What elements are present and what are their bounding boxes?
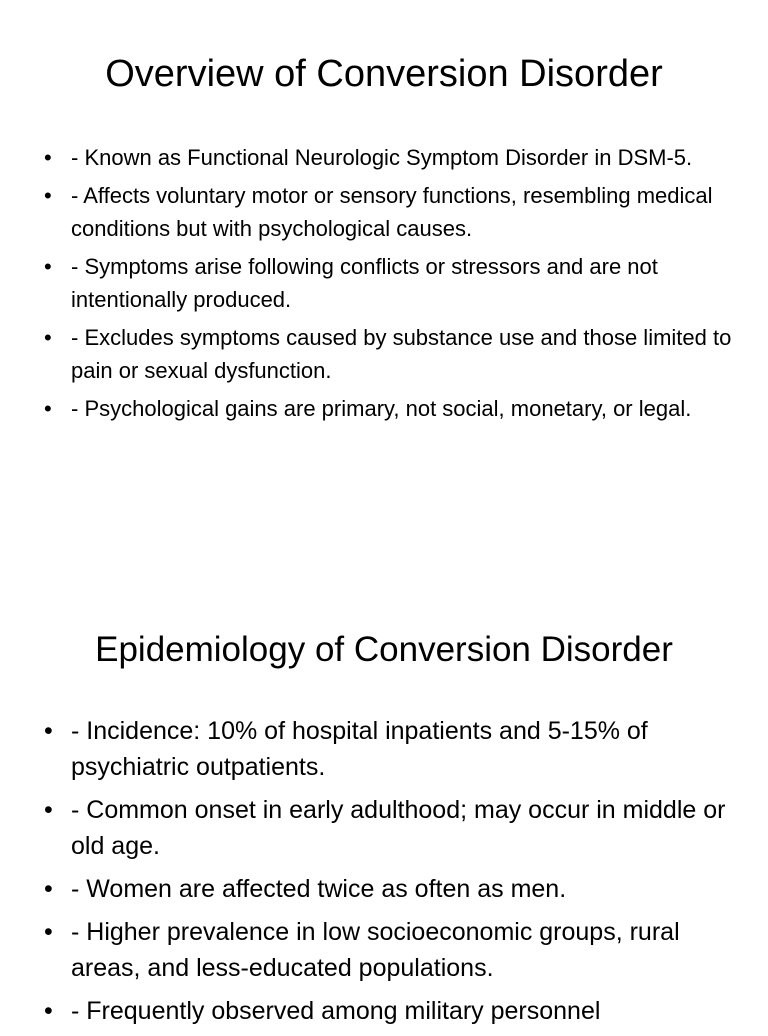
bullet-icon: • — [44, 183, 52, 208]
list-item — [44, 392, 744, 425]
list-item — [44, 792, 744, 864]
list-item — [44, 141, 744, 174]
bullet-icon: • — [44, 325, 52, 350]
list-item — [44, 179, 744, 245]
bullet-text: - Symptoms arise following conflicts or stressors and are not intentionally produced. — [71, 254, 658, 312]
bullet-icon: • — [44, 875, 53, 903]
bullet-icon: • — [44, 997, 53, 1025]
slide-title: Overview of Conversion Disorder — [105, 53, 663, 95]
bullet-text: - Excludes symptoms caused by substance use and those limited to pain or sexual dysfunction. — [71, 325, 732, 383]
bullet-text: - Known as Functional Neurologic Symptom Disorder in DSM-5. — [71, 145, 693, 170]
bullet-text: - Incidence: 10% of hospital inpatients and 5-15% of psychiatric outpatients. — [71, 717, 648, 781]
bullet-text: - Affects voluntary motor or sensory functions, resembling medical conditions but with psychological causes. — [71, 183, 713, 241]
bullet-icon: • — [44, 254, 52, 279]
list-item — [44, 914, 744, 986]
bullet-text: - Frequently observed among military personnel — [71, 997, 601, 1025]
bullet-list — [44, 713, 744, 1036]
bullet-icon: • — [44, 796, 53, 824]
bullet-text: - Psychological gains are primary, not social, monetary, or legal. — [71, 396, 692, 421]
bullet-list — [44, 141, 744, 430]
bullet-icon: • — [44, 717, 53, 745]
bullet-text: - Higher prevalence in low socioeconomic groups, rural areas, and less-educated populations. — [71, 918, 680, 982]
bullet-text: - Women are affected twice as often as men. — [71, 875, 567, 903]
bullet-icon: • — [44, 918, 53, 946]
bullet-icon: • — [44, 396, 52, 421]
list-item — [44, 871, 744, 907]
list-item — [44, 713, 744, 785]
slide-epidemiology — [0, 576, 768, 1024]
list-item — [44, 250, 744, 316]
bullet-text: - Common onset in early adulthood; may occur in middle or old age. — [71, 796, 726, 860]
slide-title: Epidemiology of Conversion Disorder — [95, 630, 673, 669]
list-item — [44, 321, 744, 387]
bullet-icon: • — [44, 145, 52, 170]
